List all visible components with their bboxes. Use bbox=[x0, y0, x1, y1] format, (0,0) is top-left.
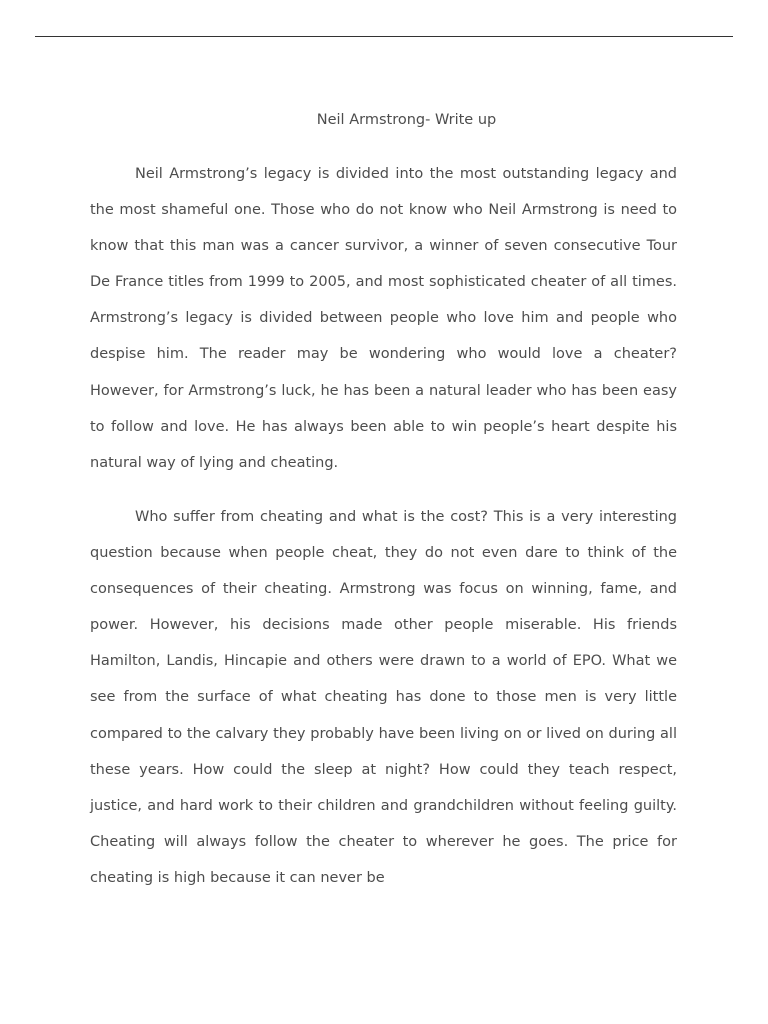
paragraph-1: Neil Armstrong’s legacy is divided into the most outstanding legacy and the most shameful one. Those who do not know who Neil Armstrong is need to know that this man was a cancer survivor, a winner of seven consecutive Tour De France titles from 1999 to 2005, and most sophisticated cheater of all times. Armstrong’s legacy is divided between people who love him and people who despise him. The reader may be wondering who would love a cheater? However, for Armstrong’s luck, he has been a natural leader who has been easy to follow and love. He has always been able to win people’s heart despite his natural way of lying and cheating. bbox=[90, 166, 677, 471]
document-title: Neil Armstrong- Write up bbox=[316, 112, 497, 128]
header-rule bbox=[35, 36, 733, 37]
paragraph-2: Who suffer from cheating and what is the cost? This is a very interesting question because when people cheat, they do not even dare to think of the consequences of their cheating. Armstrong was focus on winning, fame, and power. However, his decisions made other people miserable. His friends Hamilton, Landis, Hincapie and others were drawn to a world of EPO. What we see from the surface of what cheating has done to those men is very little compared to the calvary they probably have been living on or lived on during all these years. How could the sleep at night? How could they teach respect, justice, and hard work to their children and grandchildren without feeling guilty. Cheating will always follow the cheater to wherever he goes. The price for cheating is high because it can never be bbox=[90, 509, 677, 886]
